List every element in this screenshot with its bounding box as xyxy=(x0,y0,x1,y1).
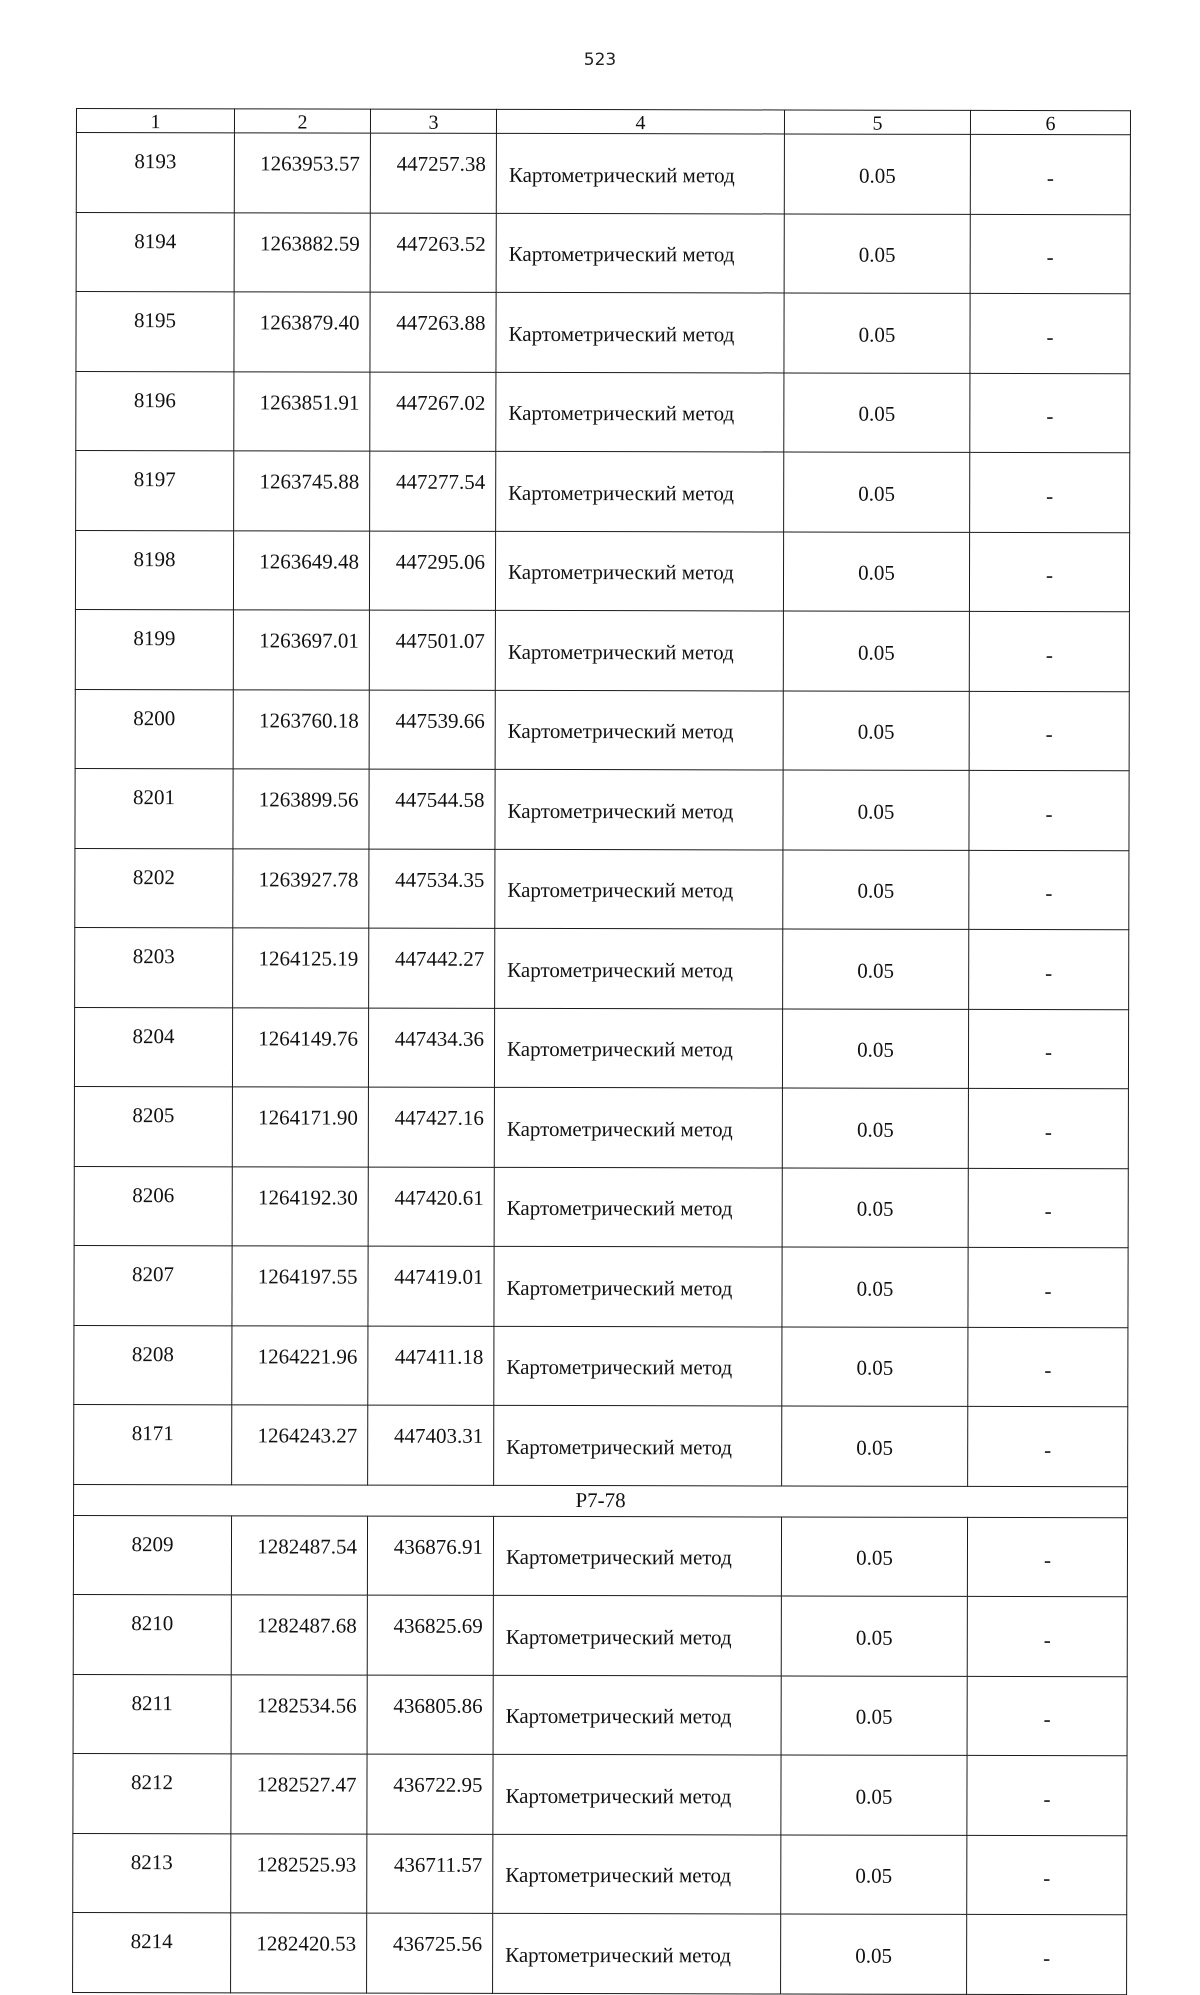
section-row xyxy=(74,1484,1128,1517)
accuracy-cell: 0.05 xyxy=(782,1247,968,1327)
table-row xyxy=(73,1833,1127,1915)
point-number-cell: 8214 xyxy=(73,1912,231,1992)
note-cell: - xyxy=(970,134,1130,214)
x-coordinate-cell: 1282534.56 xyxy=(231,1674,367,1754)
table-row xyxy=(74,1325,1128,1407)
point-number-cell: 8203 xyxy=(75,927,233,1007)
accuracy-cell: 0.05 xyxy=(783,611,969,691)
point-number-cell: 8193 xyxy=(76,133,234,213)
x-coordinate-cell: 1263649.48 xyxy=(233,530,369,610)
table-row xyxy=(76,451,1130,533)
method-cell: Картометрический метод xyxy=(496,133,784,213)
point-number-cell: 8202 xyxy=(75,848,233,928)
point-number-cell: 8196 xyxy=(76,371,234,451)
method-cell: Картометрический метод xyxy=(494,1326,782,1406)
table-row xyxy=(76,371,1130,453)
accuracy-cell: 0.05 xyxy=(784,134,970,214)
accuracy-cell: 0.05 xyxy=(784,452,970,532)
y-coordinate-cell: 447427.16 xyxy=(368,1087,494,1167)
y-coordinate-cell: 447434.36 xyxy=(368,1008,494,1088)
page-number: 523 xyxy=(583,50,617,70)
method-cell: Картометрический метод xyxy=(496,213,784,293)
point-number-cell: 8204 xyxy=(74,1007,232,1087)
method-cell: Картометрический метод xyxy=(495,769,783,849)
x-coordinate-cell: 1263697.01 xyxy=(233,610,369,690)
x-coordinate-cell: 1263927.78 xyxy=(233,848,369,928)
note-cell: - xyxy=(967,1835,1127,1915)
table-row xyxy=(76,292,1130,374)
y-coordinate-cell: 447263.88 xyxy=(370,292,496,372)
y-coordinate-cell: 436722.95 xyxy=(367,1754,493,1834)
point-number-cell: 8198 xyxy=(75,530,233,610)
method-cell: Картометрический метод xyxy=(496,292,784,372)
y-coordinate-cell: 436725.56 xyxy=(367,1913,493,1993)
y-coordinate-cell: 447539.66 xyxy=(369,690,495,770)
y-coordinate-cell: 447544.58 xyxy=(369,769,495,849)
accuracy-cell: 0.05 xyxy=(781,1675,967,1755)
note-cell: - xyxy=(969,850,1129,930)
table-row xyxy=(74,1086,1128,1168)
method-cell: Картометрический метод xyxy=(496,451,784,531)
x-coordinate-cell: 1263760.18 xyxy=(233,689,369,769)
table-row xyxy=(74,1166,1128,1248)
x-coordinate-cell: 1264192.30 xyxy=(232,1166,368,1246)
point-number-cell: 8208 xyxy=(74,1325,232,1405)
point-number-cell: 8207 xyxy=(74,1245,232,1325)
note-cell: - xyxy=(970,214,1130,294)
method-cell: Картометрический метод xyxy=(495,531,783,611)
y-coordinate-cell: 447257.38 xyxy=(370,133,496,213)
column-header-5: 5 xyxy=(784,110,970,134)
point-number-cell: 8213 xyxy=(73,1833,231,1913)
point-number-cell: 8194 xyxy=(76,212,234,292)
point-number-cell: 8212 xyxy=(73,1753,231,1833)
table-row xyxy=(75,848,1129,930)
y-coordinate-cell: 447442.27 xyxy=(369,928,495,1008)
point-number-cell: 8201 xyxy=(75,768,233,848)
note-cell: - xyxy=(967,1517,1127,1597)
accuracy-cell: 0.05 xyxy=(783,531,969,611)
x-coordinate-cell: 1264197.55 xyxy=(232,1246,368,1326)
coordinates-table xyxy=(72,108,1131,1995)
note-cell: - xyxy=(970,293,1130,373)
section-label: Р7-78 xyxy=(74,1484,1128,1517)
y-coordinate-cell: 436876.91 xyxy=(367,1516,493,1596)
note-cell: - xyxy=(968,1247,1128,1327)
y-coordinate-cell: 447295.06 xyxy=(369,531,495,611)
method-cell: Картометрический метод xyxy=(494,1008,782,1088)
point-number-cell: 8206 xyxy=(74,1166,232,1246)
note-cell: - xyxy=(967,1914,1127,1994)
table-row xyxy=(74,1007,1128,1089)
table-body xyxy=(73,133,1131,1995)
table-row xyxy=(76,133,1130,215)
table-row xyxy=(75,609,1129,691)
note-cell: - xyxy=(970,373,1130,453)
x-coordinate-cell: 1263745.88 xyxy=(234,451,370,531)
method-cell: Картометрический метод xyxy=(493,1834,781,1914)
point-number-cell: 8200 xyxy=(75,689,233,769)
x-coordinate-cell: 1263953.57 xyxy=(234,133,370,213)
table-row xyxy=(74,1404,1128,1486)
y-coordinate-cell: 447411.18 xyxy=(368,1326,494,1406)
accuracy-cell: 0.05 xyxy=(782,1008,968,1088)
column-header-3: 3 xyxy=(370,109,496,133)
y-coordinate-cell: 447277.54 xyxy=(370,451,496,531)
method-cell: Картометрический метод xyxy=(495,610,783,690)
table-row xyxy=(75,768,1129,850)
accuracy-cell: 0.05 xyxy=(781,1596,967,1676)
accuracy-cell: 0.05 xyxy=(782,1406,968,1486)
table-row xyxy=(75,689,1129,771)
note-cell: - xyxy=(968,1009,1128,1089)
accuracy-cell: 0.05 xyxy=(782,1326,968,1406)
x-coordinate-cell: 1282420.53 xyxy=(231,1913,367,1993)
point-number-cell: 8205 xyxy=(74,1086,232,1166)
accuracy-cell: 0.05 xyxy=(781,1914,967,1994)
x-coordinate-cell: 1282487.54 xyxy=(231,1515,367,1595)
accuracy-cell: 0.05 xyxy=(781,1516,967,1596)
method-cell: Картометрический метод xyxy=(493,1516,781,1596)
y-coordinate-cell: 447419.01 xyxy=(368,1246,494,1326)
table-row xyxy=(73,1753,1127,1835)
point-number-cell: 8209 xyxy=(73,1515,231,1595)
method-cell: Картометрический метод xyxy=(495,690,783,770)
accuracy-cell: 0.05 xyxy=(781,1834,967,1914)
x-coordinate-cell: 1263882.59 xyxy=(234,212,370,292)
y-coordinate-cell: 447267.02 xyxy=(370,372,496,452)
accuracy-cell: 0.05 xyxy=(783,929,969,1009)
note-cell: - xyxy=(967,1755,1127,1835)
method-cell: Картометрический метод xyxy=(494,1087,782,1167)
x-coordinate-cell: 1264243.27 xyxy=(232,1405,368,1485)
table-row xyxy=(75,530,1129,612)
column-header-1: 1 xyxy=(76,109,234,133)
y-coordinate-cell: 447420.61 xyxy=(368,1167,494,1247)
accuracy-cell: 0.05 xyxy=(784,372,970,452)
x-coordinate-cell: 1264171.90 xyxy=(232,1087,368,1167)
table-row xyxy=(76,212,1130,294)
note-cell: - xyxy=(967,1676,1127,1756)
y-coordinate-cell: 436805.86 xyxy=(367,1675,493,1755)
x-coordinate-cell: 1282525.93 xyxy=(231,1833,367,1913)
y-coordinate-cell: 447403.31 xyxy=(368,1405,494,1485)
note-cell: - xyxy=(969,770,1129,850)
x-coordinate-cell: 1263879.40 xyxy=(234,292,370,372)
note-cell: - xyxy=(969,929,1129,1009)
table-row xyxy=(75,927,1129,1009)
method-cell: Картометрический метод xyxy=(494,1167,782,1247)
point-number-cell: 8210 xyxy=(73,1594,231,1674)
x-coordinate-cell: 1264221.96 xyxy=(232,1325,368,1405)
x-coordinate-cell: 1282527.47 xyxy=(231,1754,367,1834)
method-cell: Картометрический метод xyxy=(494,1405,782,1485)
point-number-cell: 8211 xyxy=(73,1674,231,1754)
y-coordinate-cell: 436825.69 xyxy=(367,1595,493,1675)
note-cell: - xyxy=(969,532,1129,612)
note-cell: - xyxy=(968,1406,1128,1486)
method-cell: Картометрический метод xyxy=(495,928,783,1008)
table-row xyxy=(73,1912,1127,1994)
accuracy-cell: 0.05 xyxy=(782,1088,968,1168)
accuracy-cell: 0.05 xyxy=(783,690,969,770)
note-cell: - xyxy=(968,1168,1128,1248)
accuracy-cell: 0.05 xyxy=(782,1167,968,1247)
method-cell: Картометрический метод xyxy=(493,1675,781,1755)
y-coordinate-cell: 447534.35 xyxy=(369,849,495,929)
note-cell: - xyxy=(968,1327,1128,1407)
accuracy-cell: 0.05 xyxy=(781,1755,967,1835)
method-cell: Картометрический метод xyxy=(493,1754,781,1834)
column-header-4: 4 xyxy=(496,109,784,134)
method-cell: Картометрический метод xyxy=(494,1246,782,1326)
point-number-cell: 8195 xyxy=(76,292,234,372)
note-cell: - xyxy=(967,1596,1127,1676)
method-cell: Картометрический метод xyxy=(493,1595,781,1675)
y-coordinate-cell: 436711.57 xyxy=(367,1834,493,1914)
point-number-cell: 8171 xyxy=(74,1404,232,1484)
column-header-2: 2 xyxy=(234,109,370,133)
y-coordinate-cell: 447263.52 xyxy=(370,213,496,293)
y-coordinate-cell: 447501.07 xyxy=(369,610,495,690)
point-number-cell: 8199 xyxy=(75,609,233,689)
accuracy-cell: 0.05 xyxy=(783,770,969,850)
table-row xyxy=(74,1245,1128,1327)
table-header xyxy=(76,109,1130,135)
accuracy-cell: 0.05 xyxy=(783,849,969,929)
accuracy-cell: 0.05 xyxy=(784,213,970,293)
table-row xyxy=(73,1594,1127,1676)
x-coordinate-cell: 1263899.56 xyxy=(233,769,369,849)
note-cell: - xyxy=(969,611,1129,691)
note-cell: - xyxy=(968,1088,1128,1168)
table-row xyxy=(73,1674,1127,1756)
note-cell: - xyxy=(969,691,1129,771)
method-cell: Картометрический метод xyxy=(495,849,783,929)
x-coordinate-cell: 1264149.76 xyxy=(232,1007,368,1087)
x-coordinate-cell: 1282487.68 xyxy=(231,1595,367,1675)
header-row xyxy=(76,109,1130,135)
x-coordinate-cell: 1264125.19 xyxy=(233,928,369,1008)
accuracy-cell: 0.05 xyxy=(784,293,970,373)
table-row xyxy=(73,1515,1127,1597)
point-number-cell: 8197 xyxy=(76,451,234,531)
x-coordinate-cell: 1263851.91 xyxy=(234,371,370,451)
method-cell: Картометрический метод xyxy=(493,1913,781,1993)
note-cell: - xyxy=(970,452,1130,532)
column-header-6: 6 xyxy=(970,110,1130,134)
method-cell: Картометрический метод xyxy=(496,372,784,452)
